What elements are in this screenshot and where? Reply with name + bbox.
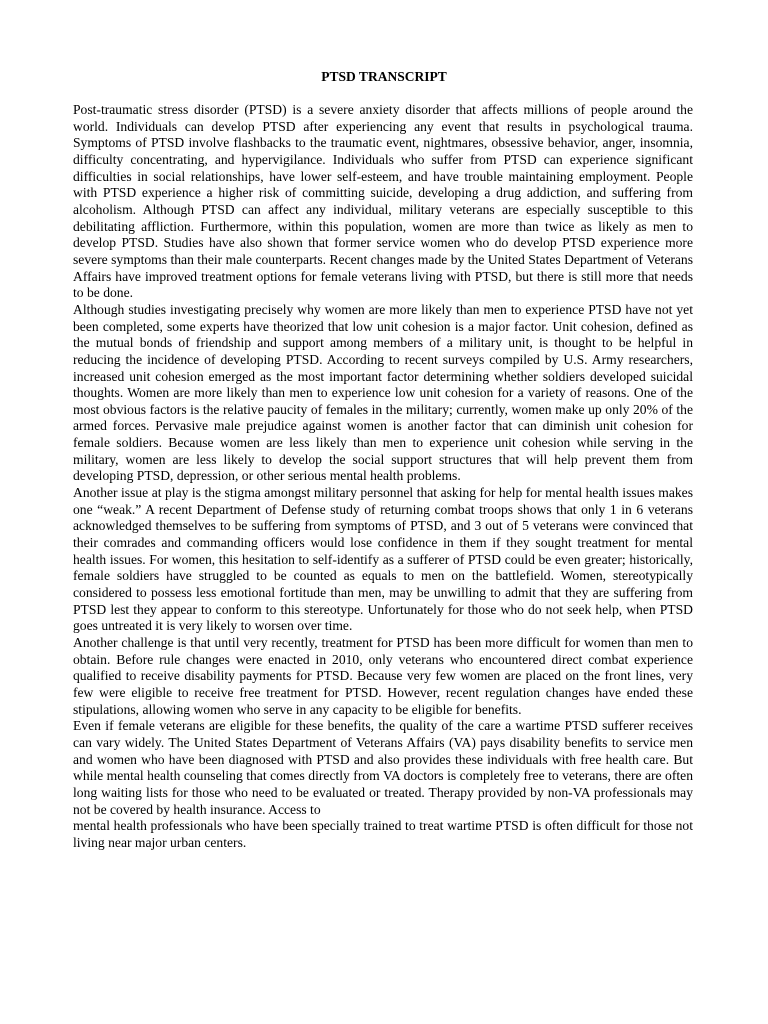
paragraph-treatment-access: Another challenge is that until very recently, treatment for PTSD has been more difficult for women than men to obtain. Before rule changes were enacted in 2010, only veterans who encountered direct combat experience qualified to receive disability payments for PTSD. Because very few women are placed on the front lines, very few were eligible to receive free treatment for PTSD. However, recent regulation changes have ended these stipulations, allowing women who serve in any capacity to be eligible for benefits. [73,635,693,717]
document-body [73,102,693,852]
paragraph-care-quality: Even if female veterans are eligible for these benefits, the quality of the care a wartime PTSD sufferer receives can vary widely. The United States Department of Veterans Affairs (VA) pays disability benefits to service men and women who have been diagnosed with PTSD and also provides these individuals with free health care. But while mental health counseling that comes directly from VA doctors is completely free to veterans, there are often long waiting lists for those who need to be evaluated or treated. Therapy provided by non-VA professionals may not be covered by health insurance. Access to [73,718,693,817]
paragraph-unit-cohesion: Although studies investigating precisely why women are more likely than men to experience PTSD have not yet been completed, some experts have theorized that low unit cohesion is a major factor. Unit cohesion, defined as the mutual bonds of friendship and support among members of a military unit, is thought to be helpful in reducing the incidence of developing PTSD. According to recent surveys compiled by U.S. Army researchers, increased unit cohesion emerged as the most important factor determining whether soldiers developed suicidal thoughts. Women are more likely than men to experience low unit cohesion for a variety of reasons. One of the most obvious factors is the relative paucity of females in the military; currently, women make up only 20% of the armed forces. Pervasive male prejudice against women is another factor that can diminish unit cohesion for female soldiers. Because women are less likely than men to experience unit cohesion while serving in the military, women are less likely to develop the social support structures that will help prevent them from developing PTSD, depression, or other serious mental health problems. [73,301,693,484]
paragraph-stigma: Another issue at play is the stigma amongst military personnel that asking for help for mental health issues makes one “weak.” A recent Department of Defense study of returning combat troops shows that only 1 in 6 veterans acknowledged themselves to be suffering from symptoms of PTSD, and 3 out of 5 veterans were convinced that their comrades and commanding officers would lose confidence in them if they sought treatment for mental health issues. For women, this hesitation to self-identify as a sufferer of PTSD could be even greater; historically, female soldiers have struggled to be counted as equals to men on the battlefield. Women, stereotypically considered to possess less emotional fortitude than men, may be unwilling to admit that they are suffering from PTSD lest they appear to conform to this stereotype. Unfortunately for those who do not seek help, when PTSD goes untreated it is very likely to worsen over time. [73,485,693,634]
paragraph-closing: mental health professionals who have been specially trained to treat wartime PTSD is often difficult for those not living near major urban centers. [73,818,693,850]
paragraph-intro: Post-traumatic stress disorder (PTSD) is a severe anxiety disorder that affects millions of people around the world. Individuals can develop PTSD after experiencing any event that results in psychological trauma. Symptoms of PTSD involve flashbacks to the traumatic event, nightmares, obsessive behavior, anger, insomnia, difficulty concentrating, and hypervigilance. Individuals who suffer from PTSD can experience significant difficulties in social relationships, have lower self-esteem, and have trouble maintaining employment. People with PTSD experience a higher risk of committing suicide, developing a drug addiction, and suffering from alcoholism. Although PTSD can affect any individual, military veterans are especially susceptible to this debilitating affliction. Furthermore, within this population, women are more than twice as likely as men to develop PTSD. Studies have also shown that former service women who do develop PTSD experience more severe symptoms than their male counterparts. Recent changes made by the United States Department of Veterans Affairs have improved treatment options for female veterans living with PTSD, but there is still more that needs to be done. [73,102,693,301]
page-title: PTSD TRANSCRIPT [321,69,447,84]
